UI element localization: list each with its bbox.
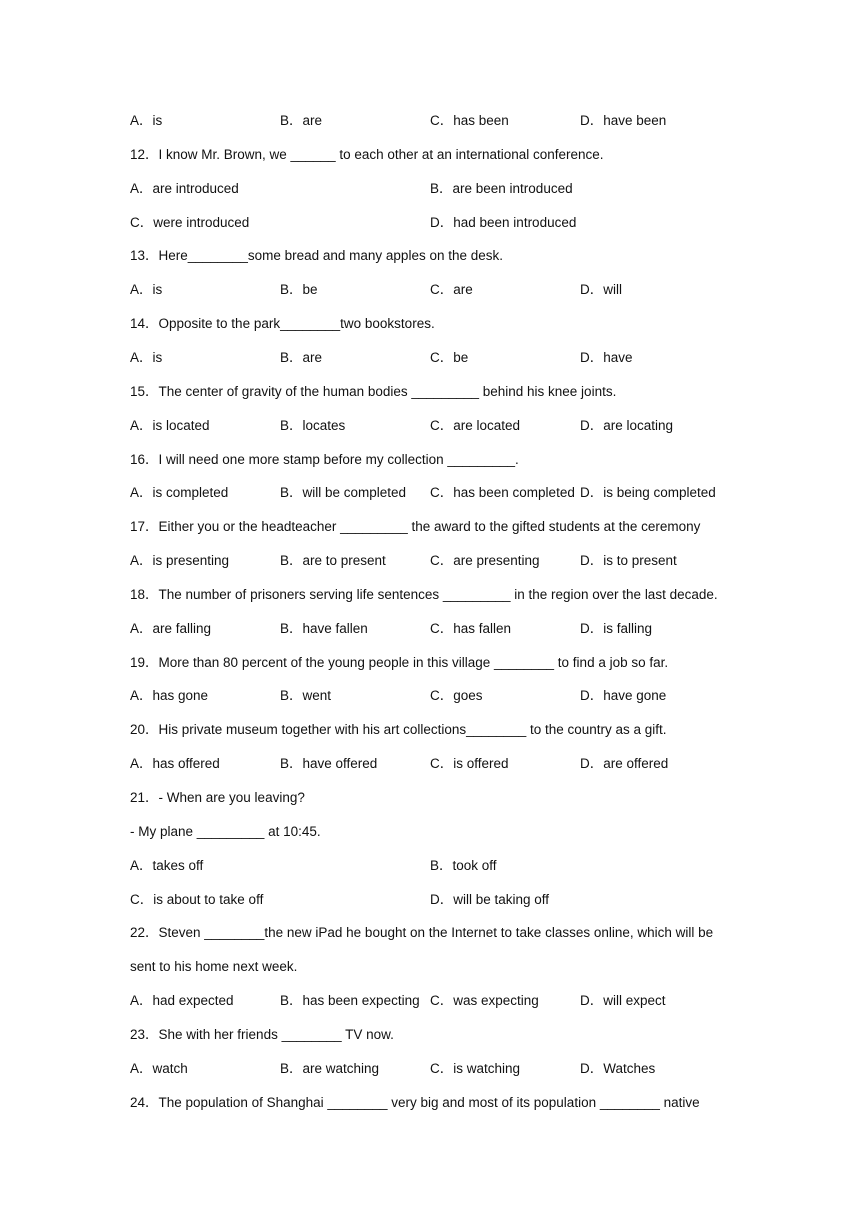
answer-option: C．goes [430,688,483,703]
answer-option: A．is [130,282,163,297]
question-text: 21．- When are you leaving? [130,790,305,805]
question-text: 16．I will need one more stamp before my collection _________. [130,452,519,467]
question-text: - My plane _________ at 10:45. [130,824,321,839]
answer-option: B．have offered [280,756,378,771]
answer-option: B．be [280,282,318,297]
question-text: 18．The number of prisoners serving life sentences _________ in the region over the last decade. [130,587,718,602]
answer-option: C．are presenting [430,553,540,568]
answer-option: B．went [280,688,332,703]
answer-option: B．are [280,350,323,365]
answer-option: C．was expecting [430,993,539,1008]
answer-option: B．have fallen [280,621,368,636]
answer-option: A．is [130,350,163,365]
answer-option: D．are locating [580,418,674,433]
question-text: 23．She with her friends ________ TV now. [130,1027,394,1042]
answer-option: D．have [580,350,633,365]
question-text: 13．Here________some bread and many apples on the desk. [130,248,504,263]
answer-option: C．has been completed [430,485,575,500]
answer-option: D．had been introduced [430,215,577,230]
answer-option: D．will be taking off [430,892,550,907]
answer-option: B．are watching [280,1061,380,1076]
answer-option: A．has gone [130,688,209,703]
answer-option: A．is located [130,418,210,433]
answer-option: A．are introduced [130,181,239,196]
answer-option: A．is completed [130,485,229,500]
answer-option: C．is about to take off [130,892,264,907]
answer-option: A．is [130,113,163,128]
answer-option: B．has been expecting [280,993,420,1008]
answer-option: A．watch [130,1061,188,1076]
answer-option: A．had expected [130,993,234,1008]
answer-option: D．is falling [580,621,653,636]
answer-option: C．are located [430,418,521,433]
answer-option: D．is being completed [580,485,716,500]
answer-option: C．is offered [430,756,509,771]
answer-option: D．will expect [580,993,666,1008]
answer-option: C．is watching [430,1061,521,1076]
question-text: 12．I know Mr. Brown, we ______ to each other at an international conference. [130,147,604,162]
answer-option: C．are [430,282,473,297]
answer-option: C．has been [430,113,509,128]
answer-option: B．are [280,113,323,128]
answer-option: D．will [580,282,622,297]
answer-option: B．are been introduced [430,181,573,196]
answer-option: D．have gone [580,688,667,703]
question-text: 19．More than 80 percent of the young people in this village ________ to find a job so far. [130,655,669,670]
question-text: 20．His private museum together with his art collections________ to the country as a gift. [130,722,667,737]
question-text: 15．The center of gravity of the human bodies _________ behind his knee joints. [130,384,617,399]
answer-option: D．Watches [580,1061,656,1076]
answer-option: B．are to present [280,553,386,568]
answer-option: C．were introduced [130,215,250,230]
question-text: sent to his home next week. [130,959,298,974]
question-text: 17．Either you or the headteacher _________ the award to the gifted students at the ceremony [130,519,701,534]
answer-option: D．are offered [580,756,669,771]
answer-option: A．are falling [130,621,212,636]
answer-option: C．be [430,350,469,365]
answer-option: A．has offered [130,756,220,771]
answer-option: B．took off [430,858,497,873]
question-text: 22．Steven ________the new iPad he bought on the Internet to take classes online, which will be [130,925,714,940]
question-text: 24．The population of Shanghai ________ very big and most of its population ________ native [130,1095,700,1110]
answer-option: B．will be completed [280,485,407,500]
answer-option: C．has fallen [430,621,512,636]
answer-option: D．is to present [580,553,677,568]
answer-option: D．have been [580,113,667,128]
answer-option: A．is presenting [130,553,230,568]
question-text: 14．Opposite to the park________two bookstores. [130,316,435,331]
answer-option: B．locates [280,418,346,433]
answer-option: A．takes off [130,858,204,873]
